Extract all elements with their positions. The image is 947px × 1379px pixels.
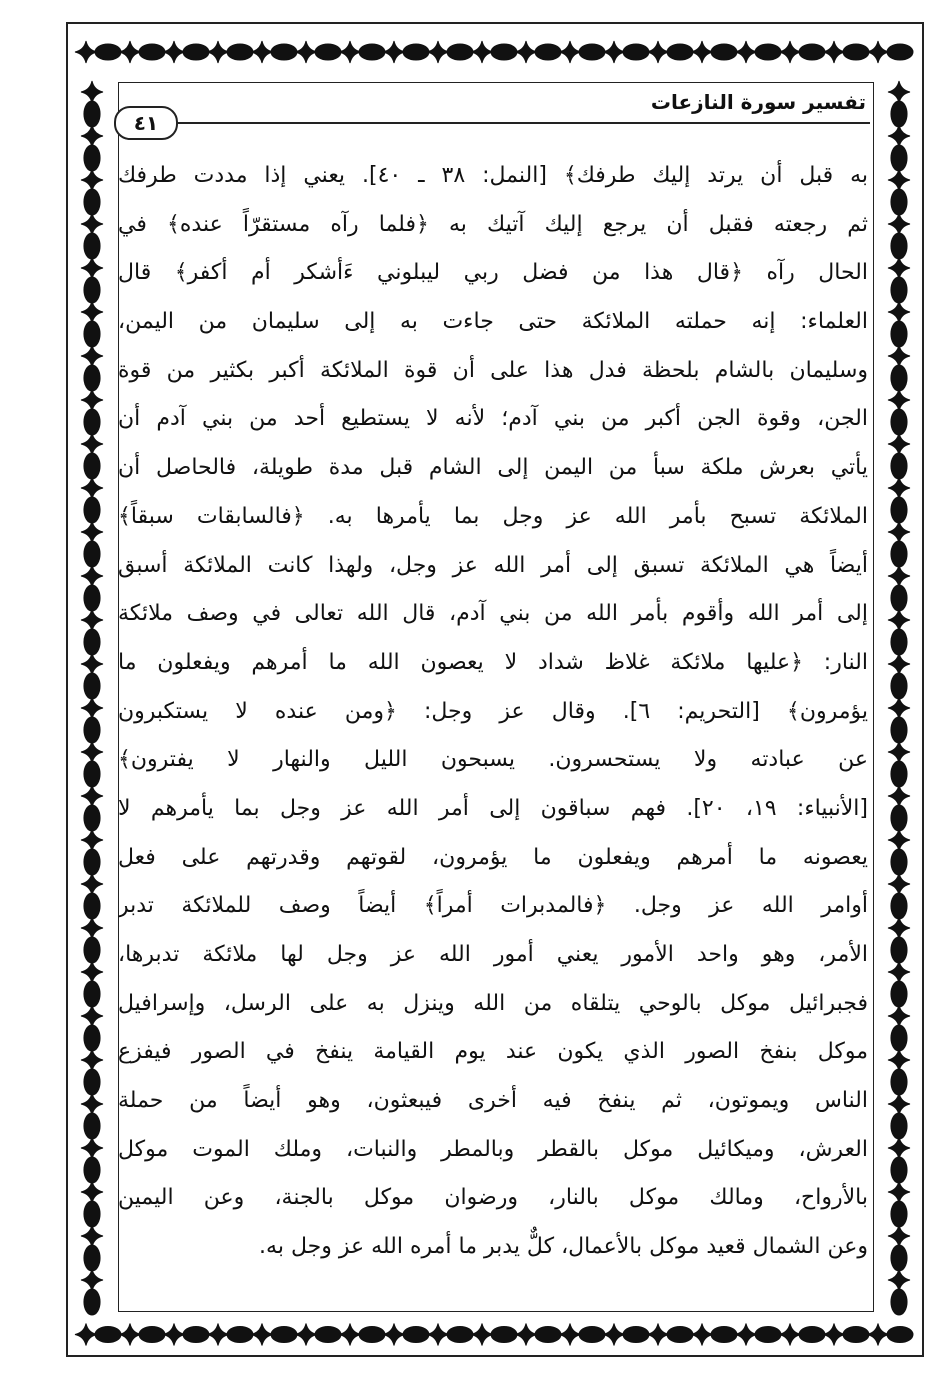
text-line: [الأنبياء: ١٩، ٢٠]. فهم سباقون إلى أمر الله عز وجل بما يأمرهم لا [118,795,868,821]
text-line: الجن، وقوة الجن أكبر من بني آدم؛ لأنه لا يستطيع أحد من بني آدم أن [118,406,868,432]
page-number: ٤١ [114,106,178,140]
text-line: يؤمرون﴾ [التحريم: ٦]. وقال عز وجل: ﴿ومن عنده لا يستكبرون [118,698,868,724]
text-line: العلماء: إنه حملته الملائكة حتى جاءت به إلى سليمان من اليمن، [118,309,868,335]
text-line: أوامر الله عز وجل. ﴿فالمدبرات أمراً﴾ أيضاً وصف للملائكة تدبر [118,893,868,919]
text-line: موكل بنفخ الصور الذي يكون عند يوم القيامة ينفخ في الصور فيفزع [118,1039,868,1065]
header-rule [172,122,870,124]
text-line: به قبل أن يرتد إليك طرفك﴾ [النمل: ٣٨ ـ ٤٠]. يعني إذا مددت طرفك [118,163,868,188]
body-text [118,152,868,1272]
text-line: يأتي بعرش ملكة سبأ من اليمن إلى الشام قبل مدة طويلة، فالحاصل أن [118,455,868,481]
running-title: تفسير سورة النازعات [650,90,866,114]
text-line: فجبرائيل موكل بالوحي يتلقاه من الله وينزل به على الرسل، وإسرافيل [118,990,868,1016]
text-line: الحال رآه ﴿قال هذا من فضل ربي ليبلوني ءَأشكر أم أكفر﴾ قال [118,260,868,286]
text-line: الملائكة تسبح بأمر الله عز وجل بما يأمرها به. ﴿فالسابقات سبقاً﴾ [118,503,868,529]
text-line: أيضاً هي الملائكة تسبق إلى أمر الله عز وجل، ولهذا كانت الملائكة أسبق [118,552,868,578]
page-header [110,88,870,135]
text-line: عن عبادته ولا يستحسرون. يسبحون الليل والنهار لا يفترون﴾ [118,747,868,773]
text-line: وعن الشمال قعيد موكل بالأعمال، كلٌّ يدبر ما أمره الله عز وجل به. [259,1234,868,1260]
text-line: الناس ويموتون، ثم ينفخ فيه أخرى فيبعثون، وهو أيضاً من حملة [118,1088,868,1114]
text-line: يعصونه ما أمرهم ويفعلون ما يؤمرون، لقوتهم وقدرتهم على فعل [118,844,868,870]
text-line: النار: ﴿عليها ملائكة غلاظ شداد لا يعصون الله ما أمرهم ويفعلون ما [118,649,868,675]
text-line: إلى أمر الله وأقوم بأمر الله من بني آدم، قال الله تعالى في وصف ملائكة [118,601,868,627]
text-line: العرش، وميكائيل موكل بالقطر وبالمطر والنبات، وملك الموت موكل [118,1136,868,1162]
text-line: بالأرواح، ومالك موكل بالنار، ورضوان موكل بالجنة، وعن اليمين [118,1185,868,1211]
text-line: وسليمان بالشام بلحظة فدل هذا على أن قوة الملائكة أكبر بكثير من قوة [118,357,868,383]
text-line: ثم رجعته فقبل أن يرجع إليك آتيك به ﴿فلما رآه مستقرّاً عنده﴾ في [118,211,868,237]
text-line: الأمر، وهو واحد الأمور يعني أمور الله عز وجل لها ملائكة تدبرها، [118,942,868,967]
